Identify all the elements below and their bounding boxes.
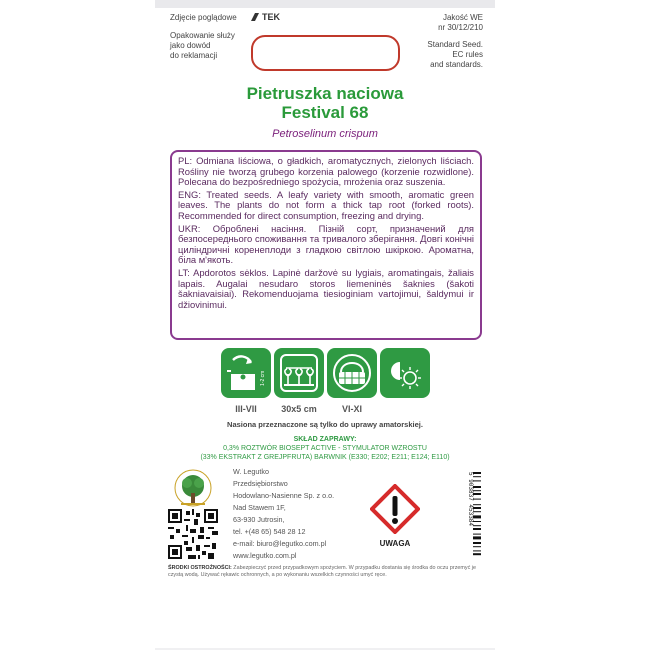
sowing-tile bbox=[221, 348, 271, 398]
photo-note: Zdjęcie poglądowe bbox=[170, 13, 237, 22]
barcode-bar bbox=[473, 546, 481, 547]
description-ukr: UKR: Оброблені насіння. Пізній сорт, призначений для безпосереднього споживання та тривалого зберігання. Довгі конічні циліндричні коренеплоди з гладкою світлою шкіркою. Ароматна, біла м'якоть. bbox=[178, 222, 474, 266]
harvest-tile bbox=[327, 348, 377, 398]
standard-line: Standard Seed. bbox=[427, 40, 483, 49]
company-phone: tel. +(48 65) 548 28 12 bbox=[233, 527, 306, 536]
safety-label: ŚRODKI OSTROŻNOŚCI: bbox=[168, 565, 232, 571]
company-website[interactable]: www.legutko.com.pl bbox=[233, 551, 297, 560]
tek-logo bbox=[250, 12, 280, 22]
description-box bbox=[170, 150, 482, 340]
standard-line: and standards. bbox=[430, 60, 483, 69]
spacing-caption: 30x5 cm bbox=[281, 404, 317, 414]
pack-note bbox=[170, 31, 235, 61]
sun-partial-shade-icon bbox=[380, 348, 430, 398]
quality-line: nr 30/12/210 bbox=[438, 23, 483, 32]
description-pl: PL: Odmiana liściowa, o gładkich, aromatycznych, zielonych liściach. Rośliny nie tworzą grubego korzenia palowego (korzenie rozwidlone). Polecana do bezpośredniego spożycia, mrożenia oraz suszenia. bbox=[178, 155, 474, 188]
composition-line: 0,3% ROZTWÓR BIOSEPT ACTIVE - STYMULATOR WZROSTU bbox=[223, 445, 427, 452]
sowing-icon bbox=[221, 348, 271, 398]
barcode-bar bbox=[473, 536, 481, 539]
company-line: W. Legutko bbox=[233, 467, 269, 476]
barcode bbox=[467, 468, 481, 560]
composition-line: (33% EKSTRAKT Z GREJPFRUTA) BARWNIK (E330; E202; E211; E124; E110) bbox=[200, 454, 450, 461]
pack-note-line: do reklamacji bbox=[170, 51, 218, 60]
company-line: Hodowlano-Nasienne Sp. z o.o. bbox=[233, 491, 335, 500]
company-email[interactable]: e-mail: biuro@legutko.com.pl bbox=[233, 539, 327, 548]
safety-text: Zabezpieczyć przed przypadkowym spożyciem. W przypadku dostania się środka do oczu przemyć je czystą wodą. Używać rękawic ochronnych, a po wykonaniu wszelkich czynności umyć ręce. bbox=[168, 565, 476, 578]
company-line: Nad Stawem 1F, bbox=[233, 503, 286, 512]
qr-code[interactable] bbox=[168, 509, 218, 559]
company-line: Przedsiębiorstwo bbox=[233, 479, 288, 488]
tek-leaf-icon bbox=[250, 12, 260, 22]
safety-note bbox=[168, 565, 482, 579]
composition-heading: SKŁAD ZAPRAWY: bbox=[293, 436, 357, 443]
sowing-caption: III-VII bbox=[235, 404, 257, 414]
latin-name: Petroselinum crispum bbox=[272, 128, 378, 140]
cultivation-icons bbox=[221, 348, 430, 398]
pack-note-line: Opakowanie służy bbox=[170, 31, 235, 40]
quality-note bbox=[438, 13, 483, 33]
harvest-caption: VI-XI bbox=[341, 404, 362, 414]
pack-note-line: jako dowód bbox=[170, 41, 211, 50]
standard-line: EC rules bbox=[452, 50, 483, 59]
barcode-bar bbox=[473, 528, 481, 530]
standard-note bbox=[427, 40, 483, 70]
description-lt: LT: Apdorotos sėklos. Lapinė daržovė su lygiais, aromatingais, žaliais lapais. Augalai nesudaro storos liemeninės šaknies (šakoti šakniavaisiai). Rekomenduojama tiesioginiam vartojimui, šaldymui ir džiovinimui. bbox=[178, 266, 474, 310]
hang-hole bbox=[251, 35, 400, 71]
amateur-note: Nasiona przeznaczone są tylko do uprawy amatorskiej. bbox=[227, 420, 423, 429]
barcode-bar bbox=[473, 550, 481, 551]
barcode-bar bbox=[473, 534, 481, 535]
product-title-line2: Festival 68 bbox=[281, 103, 369, 122]
sowing-depth-label: 1-2 cm bbox=[260, 370, 266, 386]
spacing-icon bbox=[274, 348, 324, 398]
quality-line: Jakość WE bbox=[442, 13, 483, 22]
description-en: ENG: Treated seeds. A leafy variety with smooth, aromatic green leaves. The plants do not form a thick tap root (forked roots). Recommended for direct consumption, freezing and drying. bbox=[178, 188, 474, 221]
harvest-basket-icon bbox=[327, 348, 377, 398]
hazard-exclamation-icon bbox=[370, 484, 420, 534]
barcode-bar bbox=[473, 542, 481, 544]
spacing-tile bbox=[274, 348, 324, 398]
company-line: 63-930 Jutrosin, bbox=[233, 515, 285, 524]
warning-label: UWAGA bbox=[379, 539, 411, 548]
tek-logo-text: TEK bbox=[262, 12, 280, 22]
background-strip-top bbox=[155, 0, 495, 8]
barcode-number: 5 903837 453384 bbox=[467, 472, 474, 527]
sun-tile bbox=[380, 348, 430, 398]
product-title-line1: Pietruszka naciowa bbox=[246, 84, 404, 103]
barcode-bar bbox=[473, 553, 481, 555]
